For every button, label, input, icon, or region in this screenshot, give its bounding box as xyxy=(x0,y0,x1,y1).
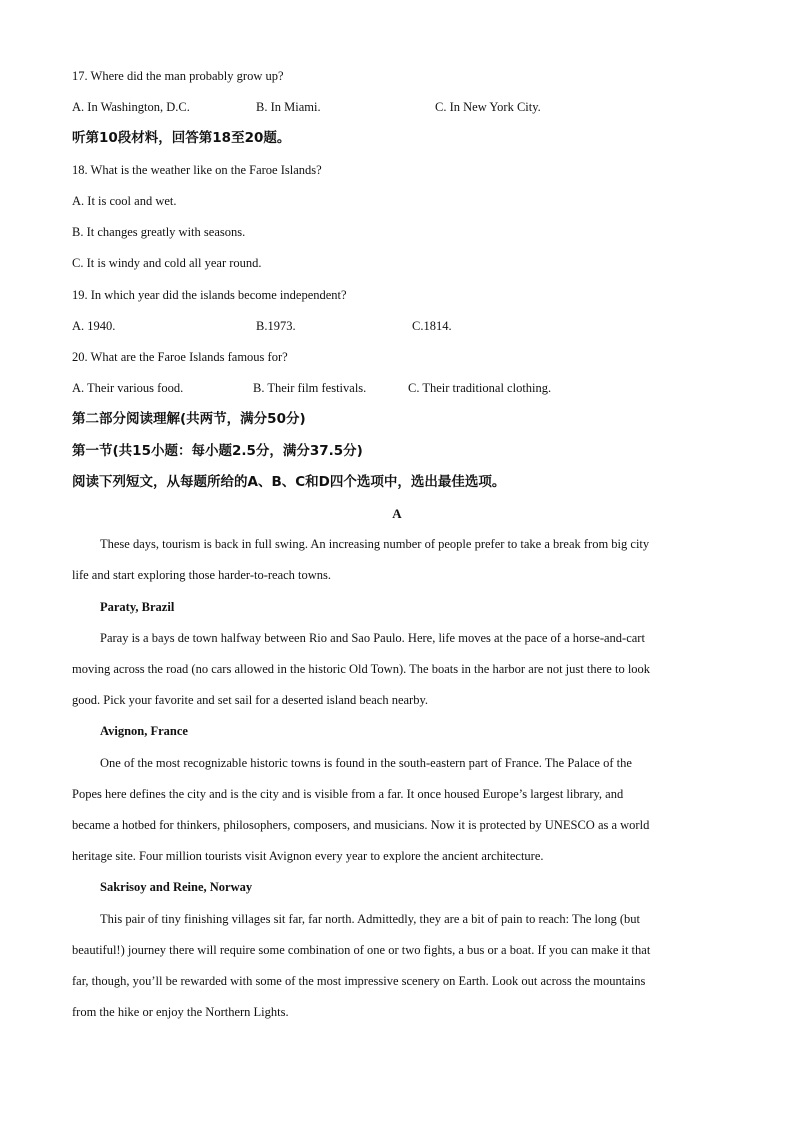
paraty-line: Paray is a bays de town halfway between Rio and Sao Paulo. Here, life moves at the pace of a horse-and-cart xyxy=(100,631,645,645)
norway-line: far, though, you’ll be rewarded with some of the most impressive scenery on Earth. Look out across the mountains xyxy=(72,974,646,988)
avignon-line: became a hotbed for thinkers, philosophers, composers, and musicians. Now it is protected by UNESCO as a world xyxy=(72,818,650,832)
q19-option-a: A. 1940. xyxy=(72,319,116,333)
q17-option-a: A. In Washington, D.C. xyxy=(72,100,190,114)
avignon-line: heritage site. Four million tourists visit Avignon every year to explore the ancient architecture. xyxy=(72,849,544,863)
passage-label: A xyxy=(392,506,402,521)
q17-option-c: C. In New York City. xyxy=(435,100,541,114)
reading-section-heading: 第一节(共15小题：每小题2.5分，满分37.5分) xyxy=(72,443,363,459)
norway-line: beautiful!) journey there will require some combination of one or two fights, a bus or a boat. If you can make it that xyxy=(72,943,651,957)
q20-option-b: B. Their film festivals. xyxy=(253,381,367,395)
place-heading-paraty: Paraty, Brazil xyxy=(100,600,175,614)
avignon-line: Popes here defines the city and is the city and is visible from a far. It once housed Europe’s largest library, and xyxy=(72,787,624,801)
question-20: 20. What are the Faroe Islands famous for? xyxy=(72,350,288,364)
intro-line: life and start exploring those harder-to-reach towns. xyxy=(72,568,332,582)
question-19: 19. In which year did the islands become independent? xyxy=(72,288,347,302)
section-10-heading: 听第10段材料，回答第18至20题。 xyxy=(72,130,291,146)
paraty-line: moving across the road (no cars allowed in the historic Old Town). The boats in the harbor are not just there to look xyxy=(72,662,651,676)
place-heading-norway: Sakrisoy and Reine, Norway xyxy=(100,880,253,894)
question-17: 17. Where did the man probably grow up? xyxy=(72,69,284,83)
q19-option-b: B.1973. xyxy=(256,319,296,333)
reading-instruction: 阅读下列短文，从每题所给的A、B、C和D四个选项中，选出最佳选项。 xyxy=(72,474,506,490)
norway-line: This pair of tiny finishing villages sit far, far north. Admittedly, they are a bit of pain to reach: The long (but xyxy=(100,912,640,926)
q19-option-c: C.1814. xyxy=(412,319,452,333)
reading-part-heading: 第二部分阅读理解(共两节，满分50分) xyxy=(72,411,306,427)
question-18: 18. What is the weather like on the Faroe Islands? xyxy=(72,163,322,177)
q18-option-a: A. It is cool and wet. xyxy=(72,194,177,208)
q17-option-b: B. In Miami. xyxy=(256,100,321,114)
q18-option-c: C. It is windy and cold all year round. xyxy=(72,256,262,270)
intro-line: These days, tourism is back in full swing. An increasing number of people prefer to take a break from big city xyxy=(100,537,650,551)
paraty-line: good. Pick your favorite and set sail for a deserted island beach nearby. xyxy=(72,693,429,707)
q20-option-c: C. Their traditional clothing. xyxy=(408,381,552,395)
q20-option-a: A. Their various food. xyxy=(72,381,184,395)
avignon-line: One of the most recognizable historic towns is found in the south-eastern part of France. The Palace of the xyxy=(100,756,632,770)
place-heading-avignon: Avignon, France xyxy=(100,724,188,738)
norway-line: from the hike or enjoy the Northern Lights. xyxy=(72,1005,289,1019)
q18-option-b: B. It changes greatly with seasons. xyxy=(72,225,246,239)
